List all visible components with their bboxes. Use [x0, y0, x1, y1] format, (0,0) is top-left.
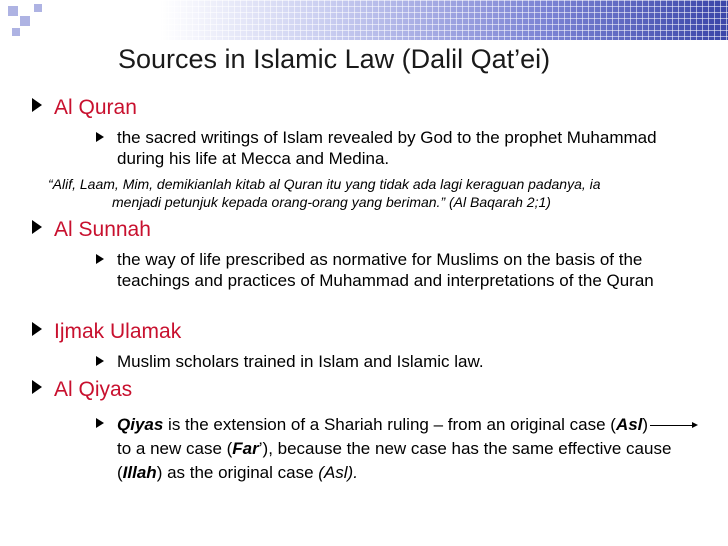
al-sunnah-description: the way of life prescribed as normative for Muslims on the basis of the teachings and practices of Muhammad and interpretations of the Quran	[117, 250, 654, 290]
bullet-icon	[96, 356, 104, 366]
term-qiyas: Qiyas	[117, 415, 164, 434]
decor-square	[12, 28, 20, 36]
quran-quote	[48, 175, 708, 211]
quote-line-2: menjadi petunjuk kepada orang-orang yang beriman.” (Al Baqarah 2;1)	[112, 194, 551, 210]
bullet-icon	[96, 132, 104, 142]
qiyas-text-1: is the extension of a Shariah ruling – from an original case (	[163, 415, 616, 434]
al-qiyas-description	[117, 413, 707, 485]
bullet-icon	[32, 220, 42, 234]
qiyas-text-2: )	[642, 415, 649, 434]
qiyas-text-5: ) as the original case	[156, 463, 319, 482]
decor-square	[34, 4, 42, 12]
qiyas-text-3: to a new case (	[117, 439, 233, 458]
heading-al-quran	[32, 96, 137, 120]
al-quran-description: the sacred writings of Islam revealed by God to the prophet Muhammad during his life at Mecca and Medina.	[117, 128, 657, 168]
heading-text: Al Qiyas	[54, 378, 133, 401]
term-asl-paren: (Asl).	[318, 463, 358, 482]
heading-ijmak-ulamak	[32, 320, 181, 344]
slide-title: Sources in Islamic Law (Dalil Qat’ei)	[118, 44, 551, 74]
bullet-icon	[96, 254, 104, 264]
banner-grid	[0, 0, 728, 40]
bullet-icon	[96, 418, 104, 428]
bullet-icon	[32, 98, 42, 112]
heading-text: Al Sunnah	[54, 218, 151, 241]
qiyas-text-4: ’), because the new case has the same effective cause (	[117, 439, 672, 482]
heading-text: Ijmak Ulamak	[54, 320, 182, 343]
heading-al-qiyas	[32, 378, 132, 402]
heading-al-sunnah	[32, 218, 151, 242]
bullet-icon	[32, 322, 42, 336]
heading-text: Al Quran	[54, 96, 137, 119]
bullet-icon	[32, 380, 42, 394]
term-asl: Asl	[615, 415, 643, 434]
decor-square	[8, 6, 18, 16]
decor-square	[20, 16, 30, 26]
ijmak-description: Muslim scholars trained in Islam and Islamic law.	[117, 352, 484, 371]
term-illah: Illah	[122, 463, 157, 482]
quote-line-1: “Alif, Laam, Mim, demikianlah kitab al Quran itu yang tidak ada lagi keraguan padanya, ia	[48, 176, 601, 192]
term-far: Far	[232, 439, 259, 458]
arrow-icon	[650, 425, 696, 426]
